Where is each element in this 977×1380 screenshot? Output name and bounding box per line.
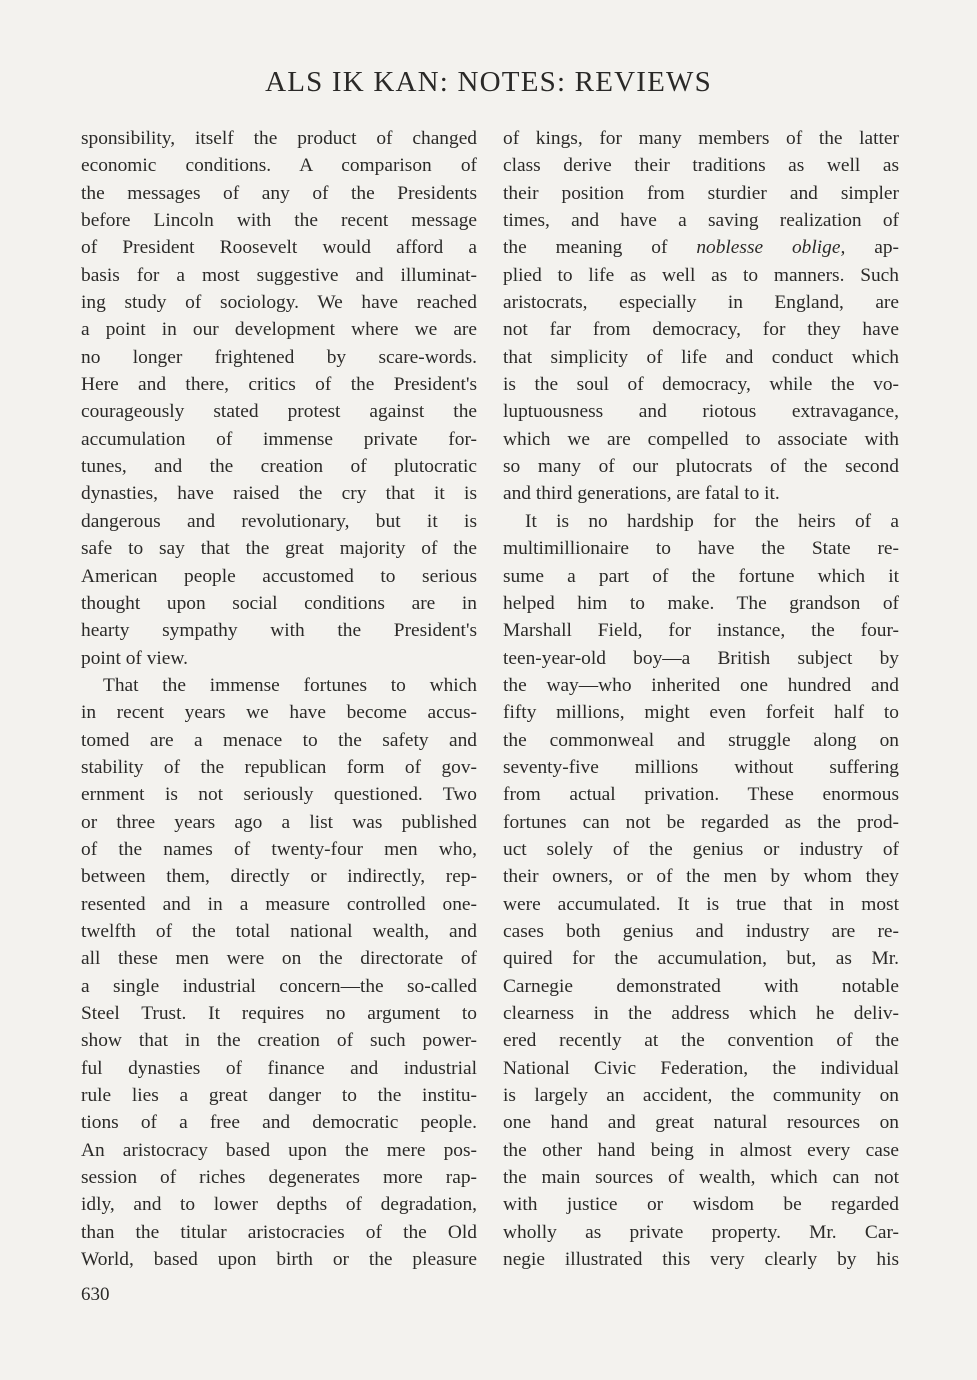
text-line: the commonweal and struggle along on [503,729,899,751]
text-line: American people accustomed to serious [81,565,477,587]
text-line: of President Roosevelt would afford a [81,237,477,259]
paragraph-first-line: It is no hardship for the heirs of a [525,510,899,532]
text-line: seventy-five millions without suffering [503,756,899,778]
text-line: is largely an accident, the community on [503,1085,899,1107]
text-line: clearness in the address which he deliv- [503,1003,899,1024]
running-title: ALS IK KAN: NOTES: REVIEWS [265,66,712,98]
text-line: dangerous and revolutionary, but it is [81,510,477,532]
text-line: teen-year-old boy—a British subject by [503,647,899,669]
text-line: resented and in a measure controlled one- [81,893,477,915]
text-line: of kings, for many members of the latter [503,128,899,149]
text-line: Steel Trust. It requires no argument to [81,1003,477,1024]
text-line: in recent years we have become accus- [81,702,477,724]
text-line: a single industrial concern—the so-called [81,975,477,997]
text-line: ful dynasties of finance and industrial [81,1057,477,1079]
text-segment: ap- [874,237,899,259]
text-line: An aristocracy based upon the mere pos- [81,1139,477,1161]
text-line: hearty sympathy with the President's [81,620,477,642]
text-line: safe to say that the great majority of the [81,538,477,560]
text-line: economic conditions. A comparison of [81,155,477,177]
text-line: before Lincoln with the recent message [81,210,477,232]
text-line: the messages of any of the Presidents [81,182,477,204]
page-number: 630 [81,1284,110,1305]
text-line: than the titular aristocracies of the Old [81,1221,477,1243]
text-line: tunes, and the creation of plutocratic [81,456,477,478]
text-line: one hand and great natural resources on [503,1112,899,1134]
text-line: multimillionaire to have the State re- [503,538,899,560]
text-line: the way—who inherited one hundred and [503,674,899,696]
text-line: basis for a most suggestive and illuminat- [81,264,477,286]
text-line: tions of a free and democratic people. [81,1112,477,1134]
text-line: wholly as private property. Mr. Car- [503,1221,899,1243]
text-line: sume a part of the fortune which it [503,565,899,587]
text-line: Marshall Field, for instance, the four- [503,620,899,642]
left-column [81,125,477,1273]
text-line: or three years ago a list was published [81,811,477,833]
text-line: aristocrats, especially in England, are [503,292,899,314]
text-line: courageously stated protest against the [81,401,477,423]
text-line: times, and have a saving realization of [503,210,899,232]
text-line: no longer frightened by scare-words. [81,346,477,368]
text-line: session of riches degenerates more rap- [81,1167,477,1189]
text-line: between them, directly or indirectly, rep- [81,866,477,888]
text-line: fortunes can not be regarded as the prod- [503,811,899,833]
text-line: twelfth of the total national wealth, and [81,920,477,942]
text-line: their position from sturdier and simpler [503,182,899,204]
text-line: idly, and to lower depths of degradation, [81,1194,477,1216]
text-line: point of view. [81,647,188,669]
text-line: ing study of sociology. We have reached [81,292,477,314]
text-line: so many of our plutocrats of the second [503,456,899,478]
text-line: their owners, or of the men by whom they [503,866,899,888]
text-line: thought upon social conditions are in [81,592,477,614]
text-line: is the soul of democracy, while the vo- [503,374,899,396]
text-line: ered recently at the convention of the [503,1030,899,1052]
text-line: uct solely of the genius or industry of [503,838,899,860]
text-line: rule lies a great danger to the institu- [81,1085,477,1107]
text-line: helped him to make. The grandson of [503,592,899,614]
text-line: the other hand being in almost every case [503,1139,899,1161]
paragraph-first-line: That the immense fortunes to which [103,674,477,696]
text-line: and third generations, are fatal to it. [503,483,780,505]
text-line: with justice or wisdom be regarded [503,1194,899,1216]
text-line: a point in our development where we are [81,319,477,341]
text-line: National Civic Federation, the individual [503,1057,899,1079]
text-line: dynasties, have raised the cry that it is [81,483,477,505]
text-line: all these men were on the directorate of [81,948,477,970]
text-line: luptuousness and riotous extravagance, [503,401,899,423]
text-line: that simplicity of life and conduct which [503,346,899,368]
text-line: Here and there, critics of the President's [81,374,477,396]
text-line: show that in the creation of such power- [81,1030,477,1052]
text-line: sponsibility, itself the product of changed [81,128,477,149]
text-line: not far from democracy, for they have [503,319,899,341]
text-line: World, based upon birth or the pleasure [81,1249,477,1271]
text-line: stability of the republican form of gov- [81,756,477,778]
text-line: plied to life as well as to manners. Such [503,264,899,286]
text-line-with-italic [503,234,899,261]
right-column [503,125,899,1273]
italic-phrase: noblesse oblige, [696,237,846,259]
text-line: ernment is not seriously questioned. Two [81,784,477,806]
text-line: negie illustrated this very clearly by his [503,1249,899,1271]
text-line: Carnegie demonstrated with notable [503,975,899,997]
text-line: which we are compelled to associate with [503,428,899,450]
text-line: of the names of twenty-four men who, [81,838,477,860]
text-line: fifty millions, might even forfeit half to [503,702,899,724]
text-line: the main sources of wealth, which can not [503,1167,899,1189]
text-line: quired for the accumulation, but, as Mr. [503,948,899,970]
text-line: cases both genius and industry are re- [503,920,899,942]
text-line: were accumulated. It is true that in most [503,893,899,915]
text-line: tomed are a menace to the safety and [81,729,477,751]
text-line: accumulation of immense private for- [81,428,477,450]
text-line: class derive their traditions as well as [503,155,899,177]
text-line: from actual privation. These enormous [503,784,899,806]
text-segment: the meaning of [503,237,668,259]
